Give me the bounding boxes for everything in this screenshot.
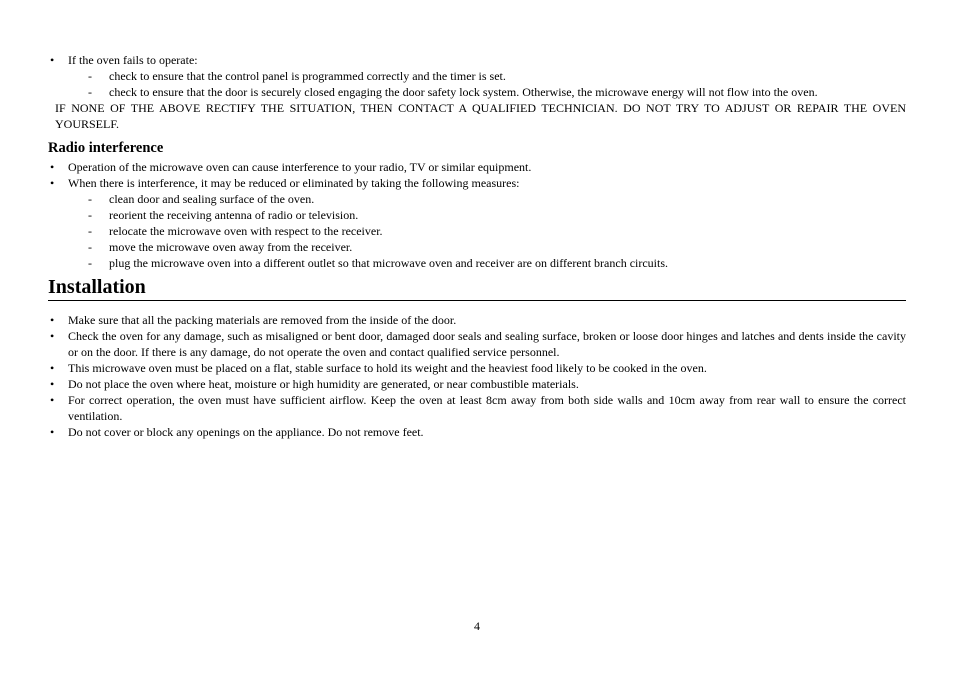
warning-text: IF NONE OF THE ABOVE RECTIFY THE SITUATION, THEN CONTACT A QUALIFIED TECHNICIAN. DO NOT TRY TO ADJUST OR REPAIR THE OVEN YOURSELF. xyxy=(55,101,906,131)
page-number: 4 xyxy=(474,619,480,633)
list-item xyxy=(48,175,906,271)
troubleshoot-list xyxy=(48,52,906,100)
radio-interference-heading: Radio interference xyxy=(48,140,164,156)
installation-heading: Installation xyxy=(48,275,906,301)
list-item: • Make sure that all the packing materials are removed from the inside of the door. xyxy=(48,312,906,328)
manual-page xyxy=(48,52,906,440)
list-item: - reorient the receiving antenna of radio or television. xyxy=(48,207,906,223)
radio-bullet-text: When there is interference, it may be reduced or eliminated by taking the following measures: xyxy=(68,176,520,190)
list-item: • This microwave oven must be placed on a flat, stable surface to hold its weight and the heaviest food likely to be cooked in the oven. xyxy=(48,360,906,376)
list-item: - relocate the microwave oven with respect to the receiver. xyxy=(48,223,906,239)
radio-measures-list xyxy=(68,191,906,271)
list-item: - check to ensure that the door is securely closed engaging the door safety lock system. Otherwise, the microwave energy will not flow into the oven. xyxy=(48,84,906,100)
list-item: • For correct operation, the oven must have sufficient airflow. Keep the oven at least 8cm away from both side walls and 10cm away from rear wall to ensure the correct ventilation. xyxy=(48,392,906,424)
list-item: - plug the microwave oven into a different outlet so that microwave oven and receiver are on different branch circuits. xyxy=(48,255,906,271)
list-item: • Do not place the oven where heat, moisture or high humidity are generated, or near combustible materials. xyxy=(48,376,906,392)
list-item: - check to ensure that the control panel is programmed correctly and the timer is set. xyxy=(48,68,906,84)
list-item xyxy=(48,52,906,100)
list-item: • Check the oven for any damage, such as misaligned or bent door, damaged door seals and sealing surface, broken or loose door hinges and latches and dents inside the cavity or on the door. If there is any damage, do not operate the oven and contact qualified service personnel. xyxy=(48,328,906,360)
list-item: - clean door and sealing surface of the oven. xyxy=(48,191,906,207)
troubleshoot-sub-list xyxy=(68,68,906,100)
radio-list xyxy=(48,159,906,271)
installation-list xyxy=(48,312,906,440)
troubleshoot-bullet-text: If the oven fails to operate: xyxy=(68,53,198,67)
list-item: - move the microwave oven away from the receiver. xyxy=(48,239,906,255)
list-item: • Operation of the microwave oven can cause interference to your radio, TV or similar equipment. xyxy=(48,159,906,175)
list-item: • Do not cover or block any openings on the appliance. Do not remove feet. xyxy=(48,424,906,440)
